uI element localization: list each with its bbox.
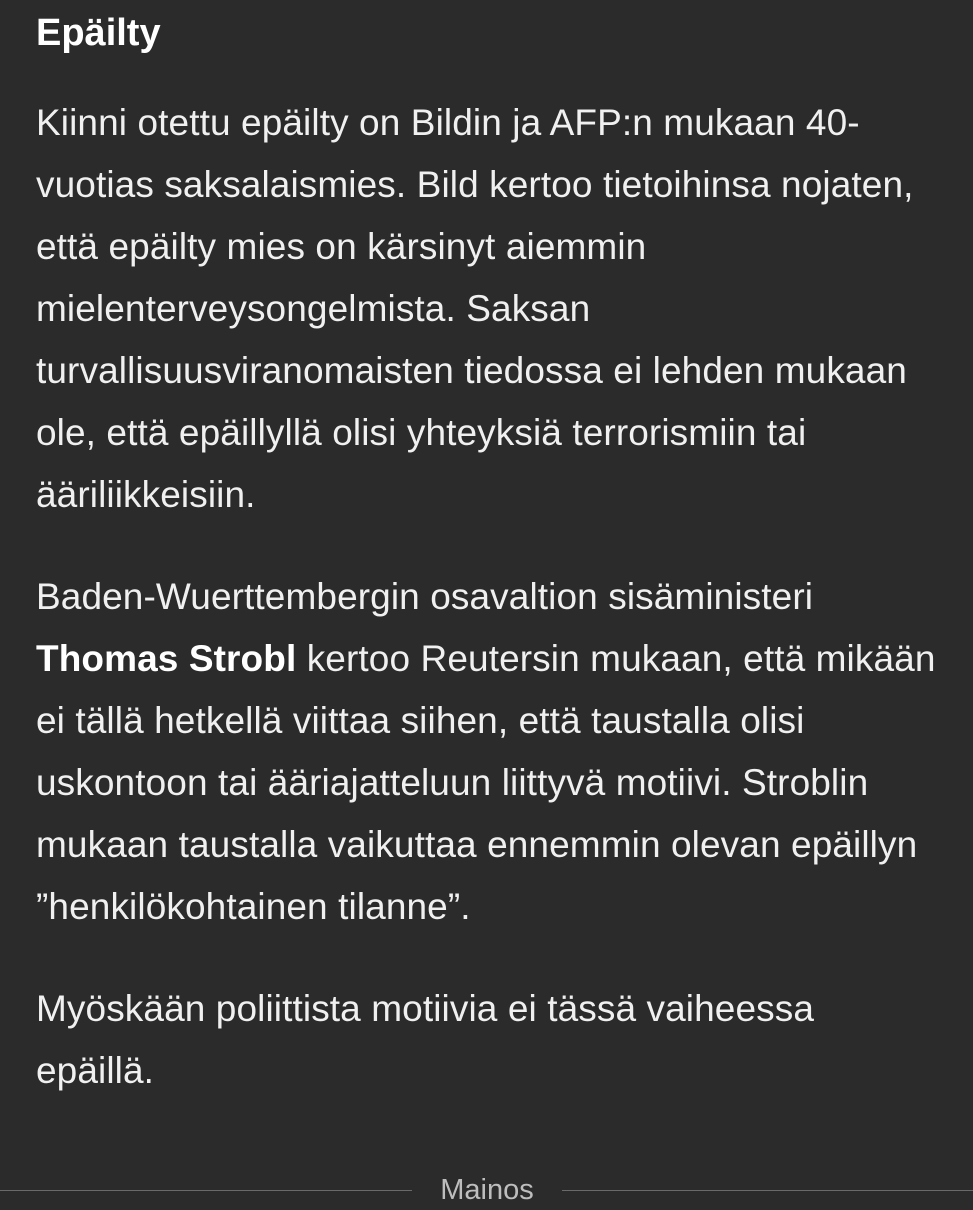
article-body bbox=[36, 0, 941, 1102]
person-name: Thomas Strobl bbox=[36, 638, 297, 679]
divider-line bbox=[562, 1190, 973, 1191]
paragraph-text: Baden-Wuerttembergin osavaltion sisäministeri bbox=[36, 576, 814, 617]
paragraph: Myöskään poliittista motiivia ei tässä vaiheessa epäillä. bbox=[36, 988, 815, 1091]
ad-divider bbox=[0, 1170, 973, 1210]
divider-line bbox=[0, 1190, 412, 1191]
paragraph bbox=[36, 566, 941, 938]
section-heading: Epäilty bbox=[36, 12, 161, 54]
ad-label: Mainos bbox=[440, 1174, 534, 1206]
paragraph-text: kertoo Reutersin mukaan, että mikään ei tällä hetkellä viittaa siihen, että taustalla olisi uskontoon tai ääriajatteluun liittyvä motiivi. Stroblin mukaan taustalla vaikuttaa ennemmin olevan epäillyn ”henkilökohtainen tilanne”. bbox=[36, 638, 936, 927]
paragraph: Kiinni otettu epäilty on Bildin ja AFP:n mukaan 40-vuotias saksalaismies. Bild kertoo tietoihinsa nojaten, että epäilty mies on kärsinyt aiemmin mielenterveysongelmista. Saksan turvallisuusviranomaisten tiedossa ei lehden mukaan ole, että epäillyllä olisi yhteyksiä terrorismiin tai ääriliikkeisiin. bbox=[36, 102, 914, 515]
